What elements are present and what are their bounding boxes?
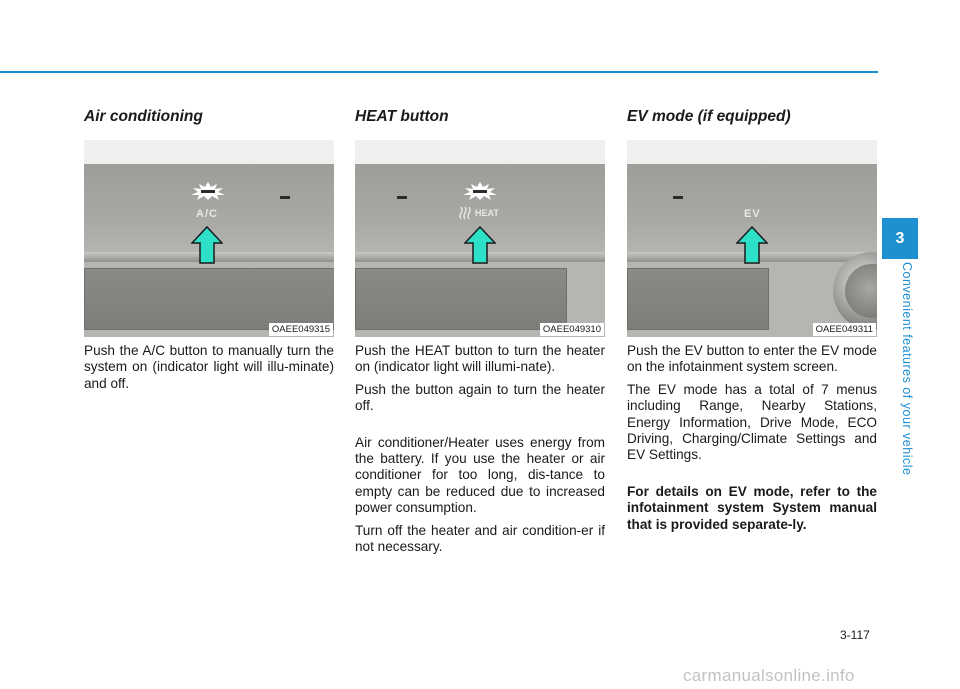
paragraph-note: For details on EV mode, refer to the infotainment system System manual that is provided separate-ly. — [627, 483, 877, 532]
watermark: carmanualsonline.info — [683, 666, 855, 685]
figure-code: OAEE049315 — [269, 323, 333, 336]
paragraph: Air conditioner/Heater uses energy from the battery. If you use the heater or air conditioner for too long, dis-tance to empty can be reduced due to increased power consumption. — [355, 434, 605, 516]
paragraph: Push the button again to turn the heater off. — [355, 381, 605, 414]
heat-button-figure — [355, 140, 605, 337]
indicator-dash — [280, 196, 290, 199]
indicator-light-icon — [461, 182, 499, 200]
paragraph: Push the EV button to enter the EV mode on the infotainment system screen. — [627, 343, 877, 375]
up-arrow-icon — [736, 226, 768, 264]
section-heat-button — [355, 108, 605, 555]
seat-heater-icon — [459, 206, 473, 220]
up-arrow-icon — [191, 226, 223, 264]
heat-button-label: HEAT — [475, 208, 499, 218]
section-heading: Air conditioning — [84, 108, 203, 125]
ev-button-figure — [627, 140, 877, 337]
section-ev-mode — [627, 108, 877, 533]
indicator-dash — [673, 196, 683, 199]
paragraph: Push the HEAT button to turn the heater on (indicator light will illumi-nate). — [355, 343, 605, 375]
display-panel — [355, 268, 567, 330]
section-heading: EV mode (if equipped) — [627, 108, 791, 125]
chapter-tab: 3 — [882, 218, 918, 259]
section-air-conditioning — [84, 108, 334, 392]
up-arrow-icon — [464, 226, 496, 264]
header-rule — [0, 71, 878, 73]
section-heading: HEAT button — [355, 108, 449, 125]
figure-code: OAEE049311 — [813, 323, 876, 336]
indicator-dash — [397, 196, 407, 199]
display-panel — [627, 268, 769, 330]
paragraph: Turn off the heater and air condition-er if not necessary. — [355, 522, 605, 555]
paragraph: Push the A/C button to manually turn the system on (indicator light will illu-minate) and off. — [84, 343, 334, 391]
ac-button-figure — [84, 140, 334, 337]
ev-button-label: EV — [744, 208, 761, 220]
figure-code: OAEE049310 — [540, 323, 604, 336]
page-number: 3-117 — [840, 628, 870, 642]
chapter-title: Convenient features of your vehicle — [900, 262, 914, 476]
ac-button-label: A/C — [196, 208, 218, 220]
paragraph: The EV mode has a total of 7 menus including Range, Nearby Stations, Energy Information, Drive Mode, ECO Driving, Charging/Climate Settings and EV Settings. — [627, 381, 877, 463]
indicator-light-icon — [189, 182, 227, 200]
display-panel — [84, 268, 334, 330]
